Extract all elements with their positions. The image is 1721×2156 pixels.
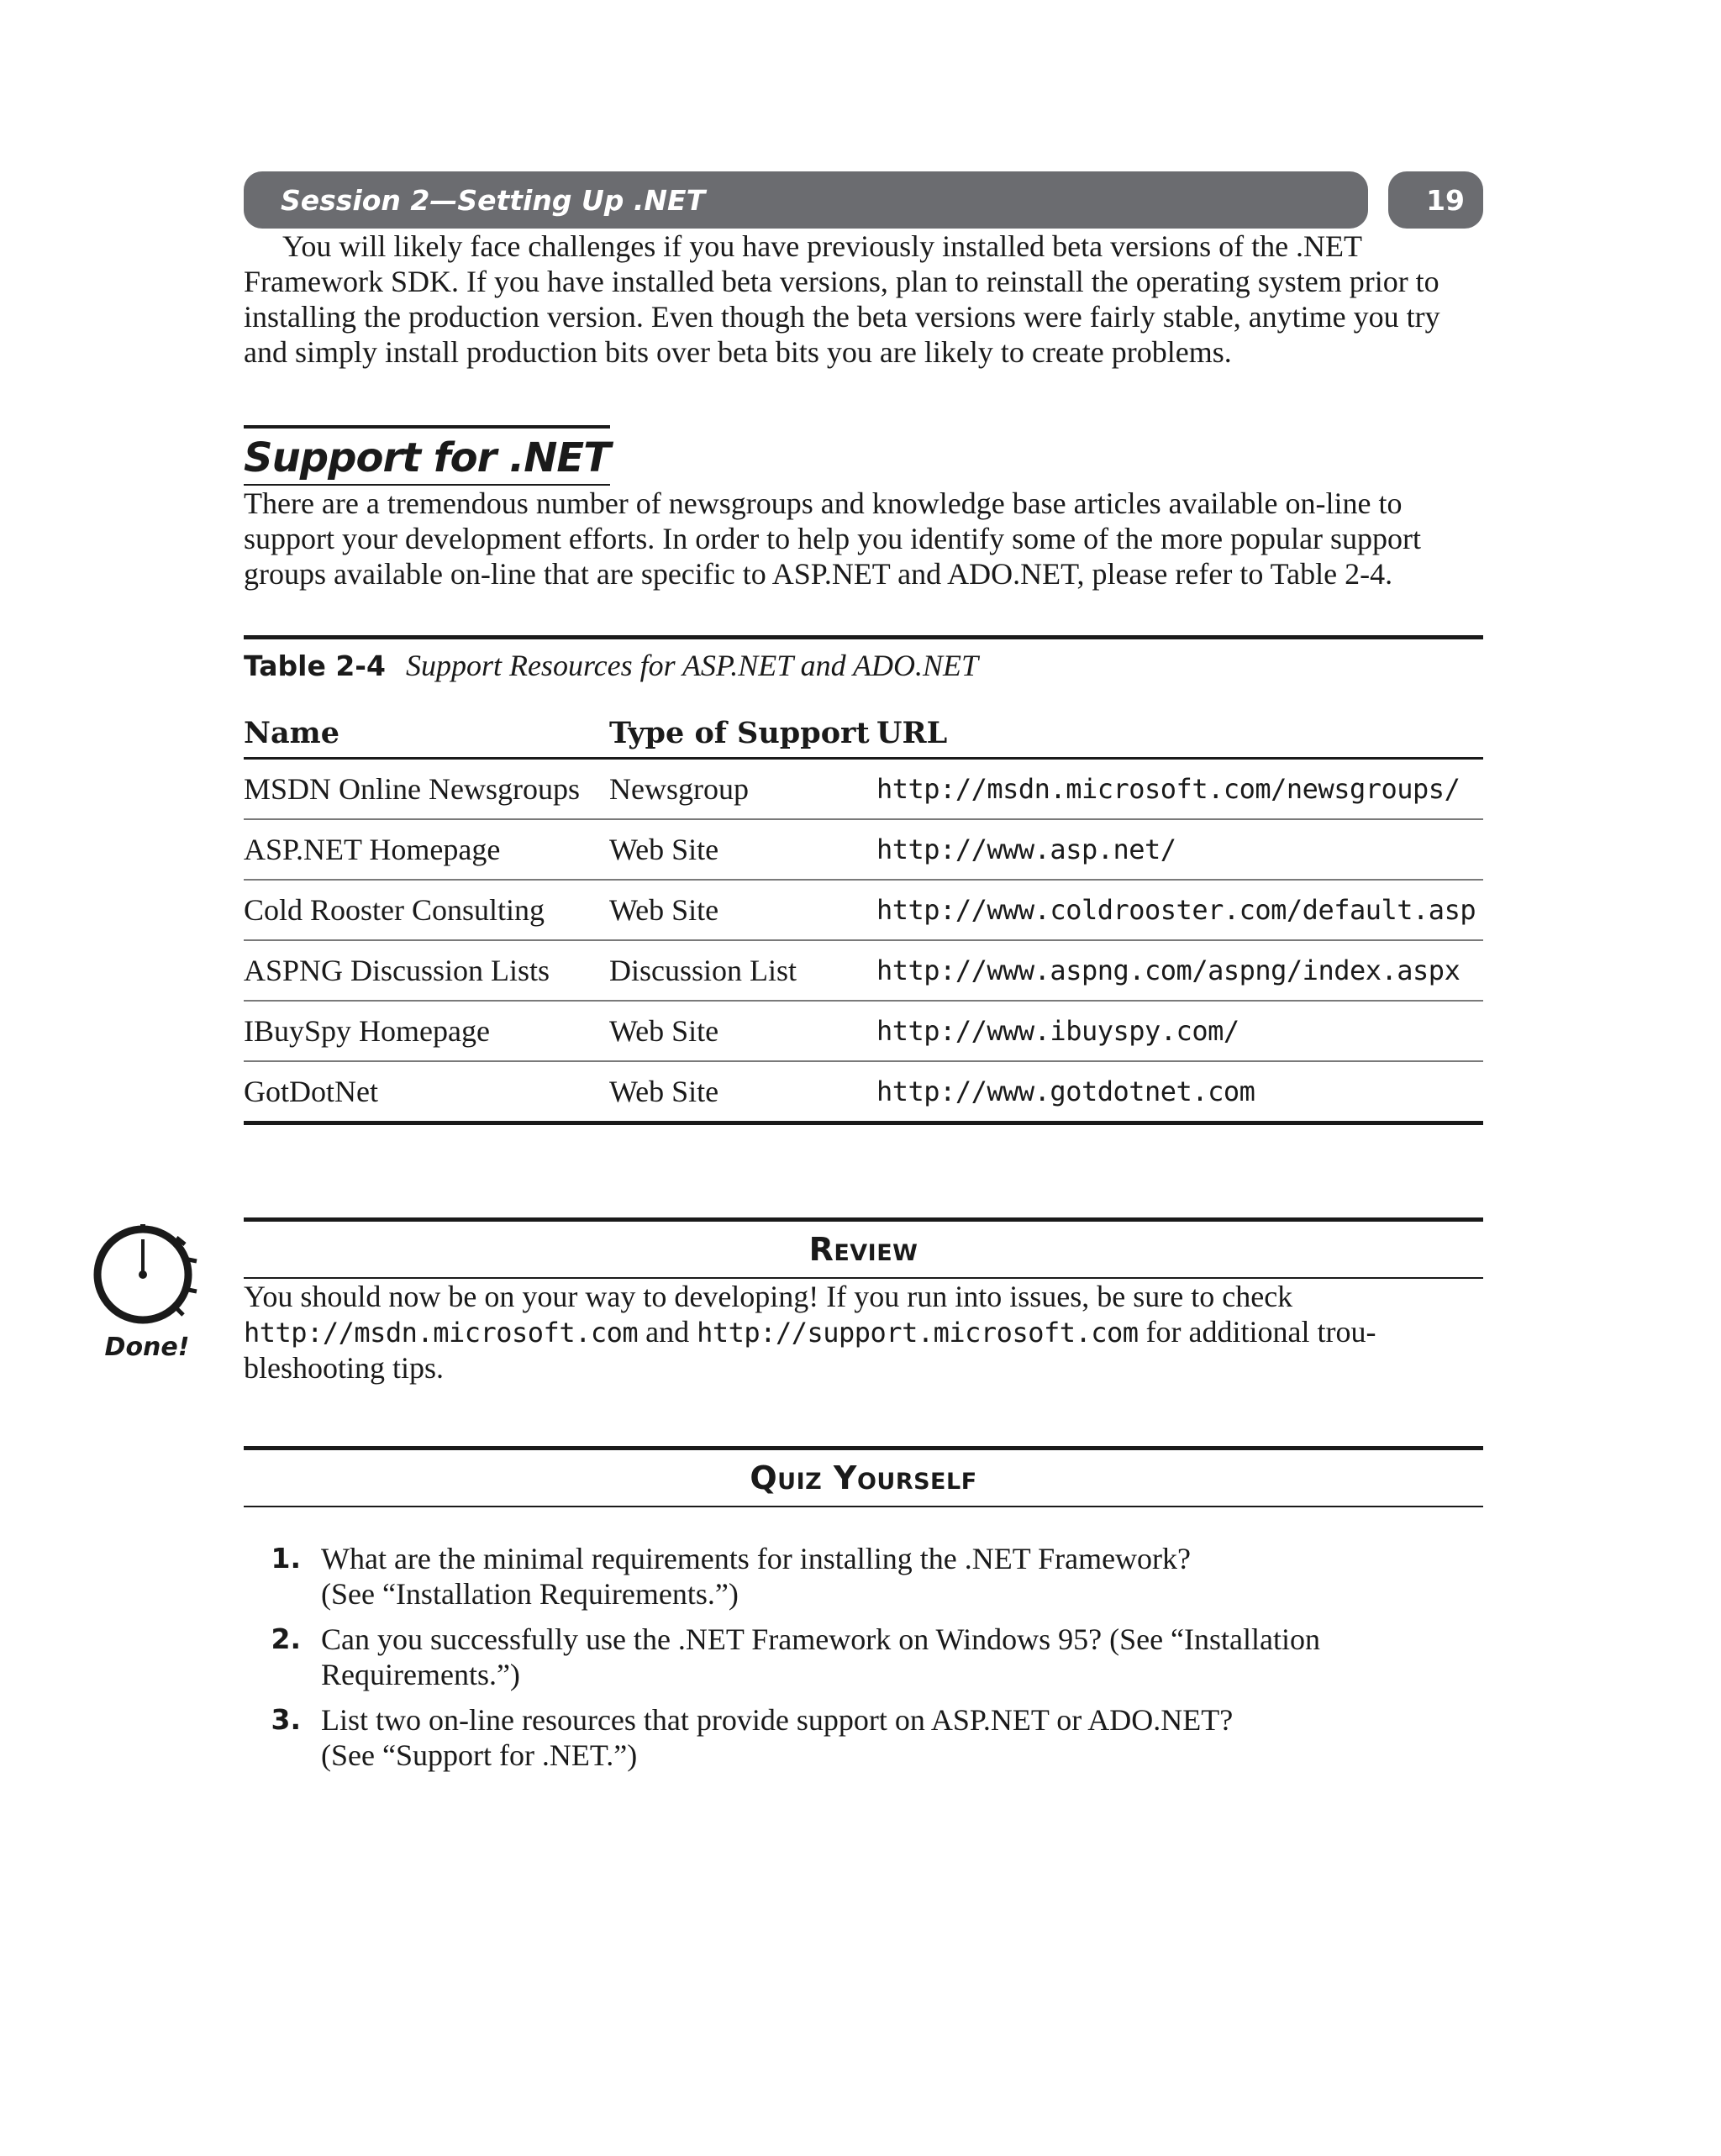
done-label: Done! (104, 1333, 190, 1362)
list-item (244, 1702, 1483, 1773)
question-reference: (See “Support for .NET.”) (321, 1738, 638, 1772)
cell-url: http://www.asp.net/ (876, 819, 1483, 880)
session-title: Session 2—Setting Up .NET (244, 171, 1368, 229)
quiz-heading (244, 1446, 1483, 1507)
table-caption (244, 648, 1483, 684)
review-text-start: You should now be on your way to developing! If you run into issues, be sure to check (244, 1280, 1293, 1313)
cell-name: ASPNG Discussion Lists (244, 940, 609, 1001)
cell-name: MSDN Online Newsgroups (244, 759, 609, 820)
cell-type: Web Site (609, 880, 876, 940)
support-paragraph: There are a tremendous number of newsgroups and knowledge base articles available on-line to support your development efforts. In order to help you identify some of the more popular support groups available on-line that are specific to ASP.NET and ADO.NET, please refer to Table 2-4. (244, 486, 1422, 591)
stopwatch-icon (92, 1217, 202, 1327)
resources-table (244, 716, 1483, 1125)
question-text (321, 1702, 1233, 1773)
cell-url: http://www.aspng.com/aspng/index.aspx (876, 940, 1483, 1001)
review-title: Review (808, 1231, 918, 1268)
review-heading (244, 1217, 1483, 1279)
quiz-list (244, 1541, 1483, 1773)
list-item (244, 1541, 1483, 1612)
msdn-link[interactable]: http://msdn.microsoft.com (244, 1317, 639, 1349)
question-number: 2. (271, 1622, 301, 1655)
column-header-url: URL (876, 716, 1483, 759)
question-text (321, 1622, 1320, 1692)
cell-type: Discussion List (609, 940, 876, 1001)
quiz-section (244, 1446, 1483, 1773)
cell-name: Cold Rooster Consulting (244, 880, 609, 940)
done-marker (92, 1217, 202, 1362)
cell-url: http://www.ibuyspy.com/ (876, 1001, 1483, 1061)
table-row (244, 819, 1483, 880)
cell-url: http://www.gotdotnet.com (876, 1061, 1483, 1123)
question-number: 1. (271, 1542, 301, 1575)
question-number: 3. (271, 1703, 301, 1736)
review-text-mid: and (638, 1315, 697, 1349)
question-text (321, 1541, 1191, 1612)
section-heading-support (244, 425, 610, 486)
support-link[interactable]: http://support.microsoft.com (697, 1317, 1139, 1349)
table-title: Support Resources for ASP.NET and ADO.NET (405, 649, 979, 682)
cell-name: IBuySpy Homepage (244, 1001, 609, 1061)
page-number: 19 (1388, 171, 1483, 229)
cell-name: ASP.NET Homepage (244, 819, 609, 880)
quiz-title: Quiz Yourself (750, 1459, 977, 1496)
question-line: Can you successfully use the .NET Framework on Windows 95? (See “Installation (321, 1622, 1320, 1656)
table-row (244, 759, 1483, 820)
table-row (244, 940, 1483, 1001)
cell-type: Newsgroup (609, 759, 876, 820)
review-text-end: for additional trou-bleshooting tips. (244, 1315, 1376, 1385)
table-row (244, 880, 1483, 940)
cell-type: Web Site (609, 1061, 876, 1123)
review-paragraph (244, 1279, 1483, 1386)
cell-name: GotDotNet (244, 1061, 609, 1123)
review-section (104, 1217, 1483, 1386)
question-reference: Requirements.”) (321, 1658, 520, 1691)
cell-type: Web Site (609, 819, 876, 880)
intro-paragraph: You will likely face challenges if you have previously installed beta versions of the .NET Framework SDK. If you have installed beta versions, plan to reinstall the operating system prior to installing the production version. Even though the beta versions were fairly stable, anytime you try and simply install production bits over beta bits you are likely to create problems. (244, 229, 1440, 369)
running-header (244, 171, 1483, 229)
table-number: Table 2-4 (244, 649, 386, 682)
table-row (244, 1061, 1483, 1123)
cell-url: http://msdn.microsoft.com/newsgroups/ (876, 759, 1483, 820)
list-item (244, 1622, 1483, 1692)
support-table (244, 635, 1483, 1125)
column-header-type: Type of Support (609, 716, 876, 759)
column-header-name: Name (244, 716, 609, 759)
section-title: Support for .NET (244, 434, 610, 481)
question-reference: (See “Installation Requirements.”) (321, 1577, 739, 1611)
question-line: What are the minimal requirements for installing the .NET Framework? (321, 1542, 1192, 1575)
question-line: List two on-line resources that provide support on ASP.NET or ADO.NET? (321, 1703, 1234, 1737)
page (104, 171, 1483, 1783)
table-row (244, 1001, 1483, 1061)
table-header-row (244, 716, 1483, 759)
cell-url: http://www.coldrooster.com/default.asp (876, 880, 1483, 940)
cell-type: Web Site (609, 1001, 876, 1061)
